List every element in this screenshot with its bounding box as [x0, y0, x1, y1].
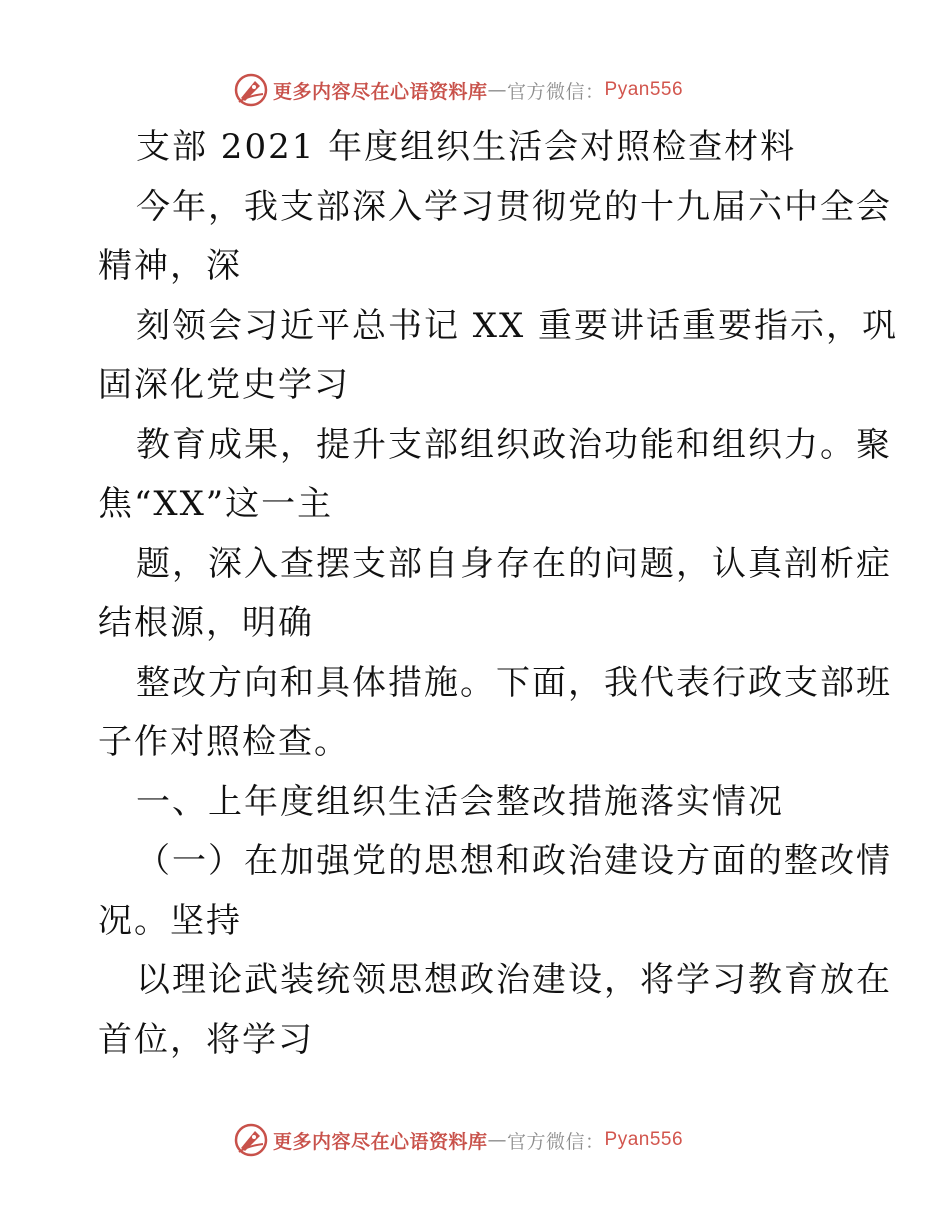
paragraph-line: 以理论武装统领思想政治建设，将学习教育放在 — [136, 960, 892, 1000]
watermark-handle: Pyan556 — [604, 79, 684, 100]
paragraph-line: 教育成果，提升支部组织政治功能和组织力。聚 — [136, 424, 892, 465]
document-title: 支部 2021 年度组织生活会对照检查材料 — [136, 127, 797, 167]
paragraph-line: 精神，深 — [98, 246, 242, 286]
watermark-official-label: 官方微信： — [507, 1130, 605, 1153]
paragraph-line: 整改方向和具体措施。下面，我代表行政支部班 — [136, 662, 892, 703]
document-body — [98, 118, 899, 1070]
footer-watermark — [233, 1122, 683, 1158]
pen-nib-logo-icon — [233, 1122, 269, 1158]
watermark-main-text: 更多内容尽在心语资料库 — [273, 1130, 488, 1153]
paragraph-line: 今年，我支部深入学习贯彻党的十九届六中全会 — [136, 186, 892, 227]
paragraph-line: 焦“XX”这一主 — [98, 484, 334, 524]
watermark-dash: — — [487, 79, 508, 101]
pen-nib-logo-icon — [233, 72, 269, 108]
paragraph-line: 首位，将学习 — [98, 1019, 314, 1060]
paragraph-line: 刻领会习近平总书记 XX 重要讲话重要指示，巩 — [136, 305, 899, 346]
section-heading: 一、上年度组织生活会整改措施落实情况 — [136, 781, 784, 822]
paragraph-line: 况。坚持 — [98, 900, 242, 941]
paragraph-line: 固深化党史学习 — [98, 365, 350, 405]
watermark-dash: — — [487, 1129, 508, 1151]
watermark-handle: Pyan556 — [604, 1129, 684, 1150]
paragraph-line: 题，深入查摆支部自身存在的问题，认真剖析症 — [136, 543, 892, 584]
watermark-main-text: 更多内容尽在心语资料库 — [273, 80, 488, 103]
paragraph-line: 子作对照检查。 — [98, 722, 350, 762]
paragraph-line: 结根源，明确 — [98, 603, 314, 643]
subsection-heading: （一）在加强党的思想和政治建设方面的整改情 — [136, 841, 892, 881]
header-watermark — [233, 72, 683, 108]
watermark-official-label: 官方微信： — [507, 80, 605, 103]
